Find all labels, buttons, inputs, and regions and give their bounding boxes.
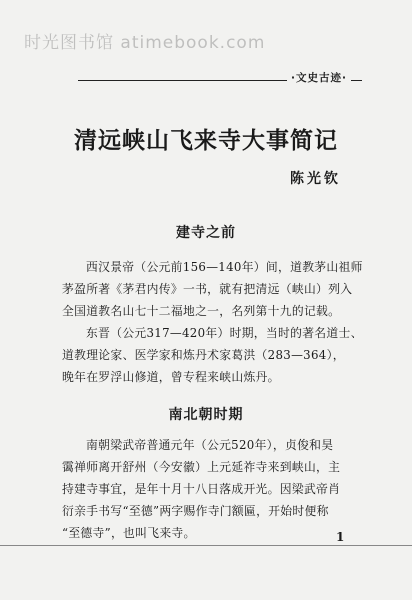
paragraph-line: 晚年在罗浮山修道，曾专程来峡山炼丹。 [62,370,280,384]
page-bottom-edge [0,545,412,546]
paragraph-line: 东晋（公元317—420年）时期，当时的著名道士、 [86,326,363,340]
column-tag: ·文史古迹· [287,68,351,87]
paragraph-line: 持建寺事宜，是年十月十八日落成开光。因梁武帝肖 [62,482,341,496]
section-heading-founding: 建寺之前 [176,225,236,241]
paragraph-line: 茅盈所著《茅君内传》一书，就有把清远（峡山）列入 [62,282,353,296]
watermark: 时光图书馆 atimebook.com [24,33,266,53]
paragraph-line: “至德寺”，也叫飞来寺。 [62,526,196,540]
paragraph-line: 道教理论家、医学家和炼丹术家葛洪（283—364）， [62,348,345,362]
paragraph-line: 西汉景帝（公元前156—140年）间，道教茅山祖师 [86,260,363,274]
article-author: 陈光钦 [290,171,341,187]
paragraph-line: 南朝梁武帝普通元年（公元520年），贞俊和昊 [86,438,334,452]
paragraph-line: 全国道教名山七十二福地之一，名列第十九的记载。 [62,304,341,318]
article-title: 清远峡山飞来寺大事简记 [74,127,338,154]
page-number: 1 [336,530,345,544]
paragraph-line: 衍亲手书写“至德”两字赐作寺门额匾，开始时便称 [62,504,329,518]
section-heading-southern-northern: 南北朝时期 [168,407,244,423]
paragraph-line: 霭禅师离开舒州（今安徽）上元延祚寺来到峡山，主 [62,460,341,474]
